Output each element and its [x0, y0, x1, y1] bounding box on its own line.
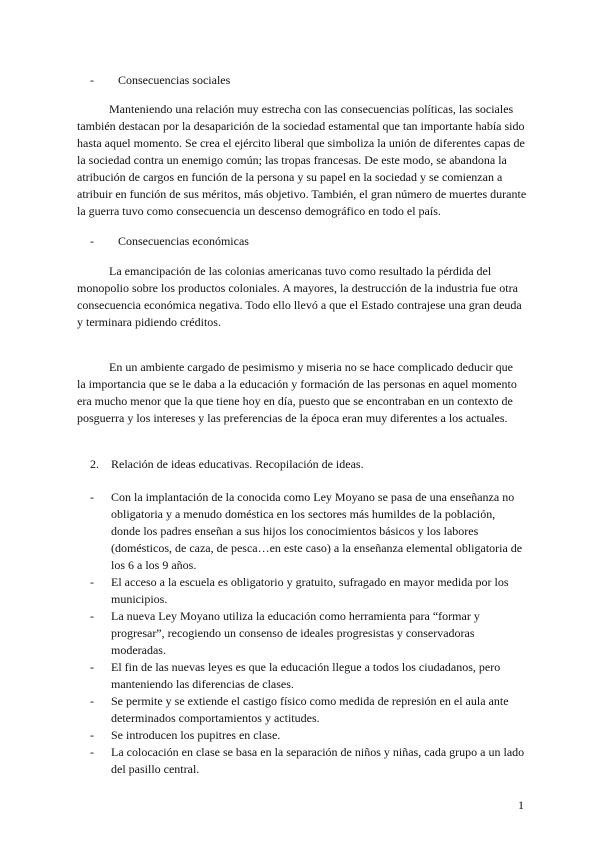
heading-economic-marker: - — [90, 234, 94, 248]
section-title: Relación de ideas educativas. Recopilación de ideas. — [111, 457, 364, 471]
paragraph-line: la sociedad contra un enemigo común; las tropas francesas. De este modo, se abandona la — [77, 153, 507, 167]
list-item-line: progresar”, recogiendo un consenso de ideales progresistas y conservadoras — [111, 626, 475, 640]
paragraph-line: también destacan por la desaparición de la sociedad estamental que tan importante había sido — [77, 119, 525, 133]
list-item — [90, 659, 530, 693]
list-item-line: (domésticos, de caza, de pesca…en este caso) a la enseñanza elemental obligatoria de — [111, 541, 523, 555]
list-bullet: - — [90, 490, 94, 504]
list-item-line: manteniendo las diferencias de clases. — [111, 677, 294, 691]
section-number: 2. — [90, 457, 99, 471]
paragraph-economic — [77, 263, 525, 331]
paragraph-line: la guerra tuvo como consecuencia un descenso demográfico en todo el país. — [77, 204, 441, 218]
list-item — [90, 489, 530, 574]
list-item-line: donde los padres enseñan a sus hijos los conocimientos básicos y los labores — [111, 524, 479, 538]
list-item — [90, 693, 530, 727]
list-item-line: El fin de las nuevas leyes es que la educación llegue a todos los ciudadanos, pero — [111, 660, 501, 674]
list-item-line: del pasillo central. — [111, 762, 200, 776]
list-item — [90, 744, 530, 778]
list-item-line: obligatoria y a menudo doméstica en los sectores más humildes de la población, — [111, 507, 496, 521]
paragraph-line: En un ambiente cargado de pesimismo y miseria no se hace complicado deducir que — [109, 360, 513, 374]
list-item-line: La colocación en clase se basa en la separación de niños y niñas, cada grupo a un lado — [111, 745, 525, 759]
paragraph-line: atribución de cargos en función de la persona y su papel en la sociedad y se comienzan a — [77, 170, 503, 184]
heading-economic-title: Consecuencias económicas — [118, 234, 249, 248]
paragraph-social — [77, 101, 525, 220]
list-item-line: Se introducen los pupitres en clase. — [111, 728, 281, 742]
heading-social-marker: - — [90, 73, 94, 87]
list-item-line: La nueva Ley Moyano utiliza la educación como herramienta para “formar y — [111, 609, 480, 623]
list-item — [90, 727, 530, 744]
list-item-line: moderadas. — [111, 643, 166, 657]
paragraph-line: La emancipación de las colonias americanas tuvo como resultado la pérdida del — [109, 264, 492, 278]
list-item-line: determinados comportamientos y actitudes. — [111, 711, 320, 725]
list-item — [90, 608, 530, 659]
paragraph-line: la importancia que se le daba a la educación y formación de las personas en aquel momento — [77, 377, 517, 391]
paragraph-line: Manteniendo una relación muy estrecha con las consecuencias políticas, las sociales — [109, 102, 514, 116]
list-item-line: municipios. — [111, 592, 168, 606]
paragraph-line: posguerra y los intereses y las preferencias de la época eran muy diferentes a los actuales. — [77, 411, 508, 425]
paragraph-summary — [77, 359, 525, 427]
paragraph-line: atribuir en función de sus méritos, más objetivo. También, el gran número de muertes durante — [77, 187, 527, 201]
ideas-list — [90, 489, 530, 778]
paragraph-line: monopolio sobre los productos coloniales. A mayores, la destrucción de la industria fue otra — [77, 281, 518, 295]
list-item — [90, 574, 530, 608]
page-number: 1 — [518, 798, 524, 812]
list-item-line: Con la implantación de la conocida como Ley Moyano se pasa de una enseñanza no — [111, 490, 515, 504]
list-bullet: - — [90, 728, 94, 742]
list-bullet: - — [90, 575, 94, 589]
list-bullet: - — [90, 745, 94, 759]
list-bullet: - — [90, 694, 94, 708]
list-bullet: - — [90, 660, 94, 674]
paragraph-line: consecuencia económica negativa. Todo ello llevó a que el Estado contrajese una gran deuda — [77, 298, 522, 312]
list-item-line: El acceso a la escuela es obligatorio y gratuito, sufragado en mayor medida por los — [111, 575, 509, 589]
list-bullet: - — [90, 609, 94, 623]
paragraph-line: y terminara pidiendo créditos. — [77, 315, 221, 329]
heading-social-title: Consecuencias sociales — [118, 73, 231, 87]
list-item-line: los 6 a los 9 años. — [111, 558, 197, 572]
list-item-line: Se permite y se extiende el castigo físico como medida de represión en el aula ante — [111, 694, 509, 708]
paragraph-line: hasta aquel momento. Se crea el ejército liberal que simboliza la unión de diferentes capas de — [77, 136, 525, 150]
paragraph-line: era mucho menor que la que tiene hoy en día, puesto que se encontraban en un contexto de — [77, 394, 513, 408]
